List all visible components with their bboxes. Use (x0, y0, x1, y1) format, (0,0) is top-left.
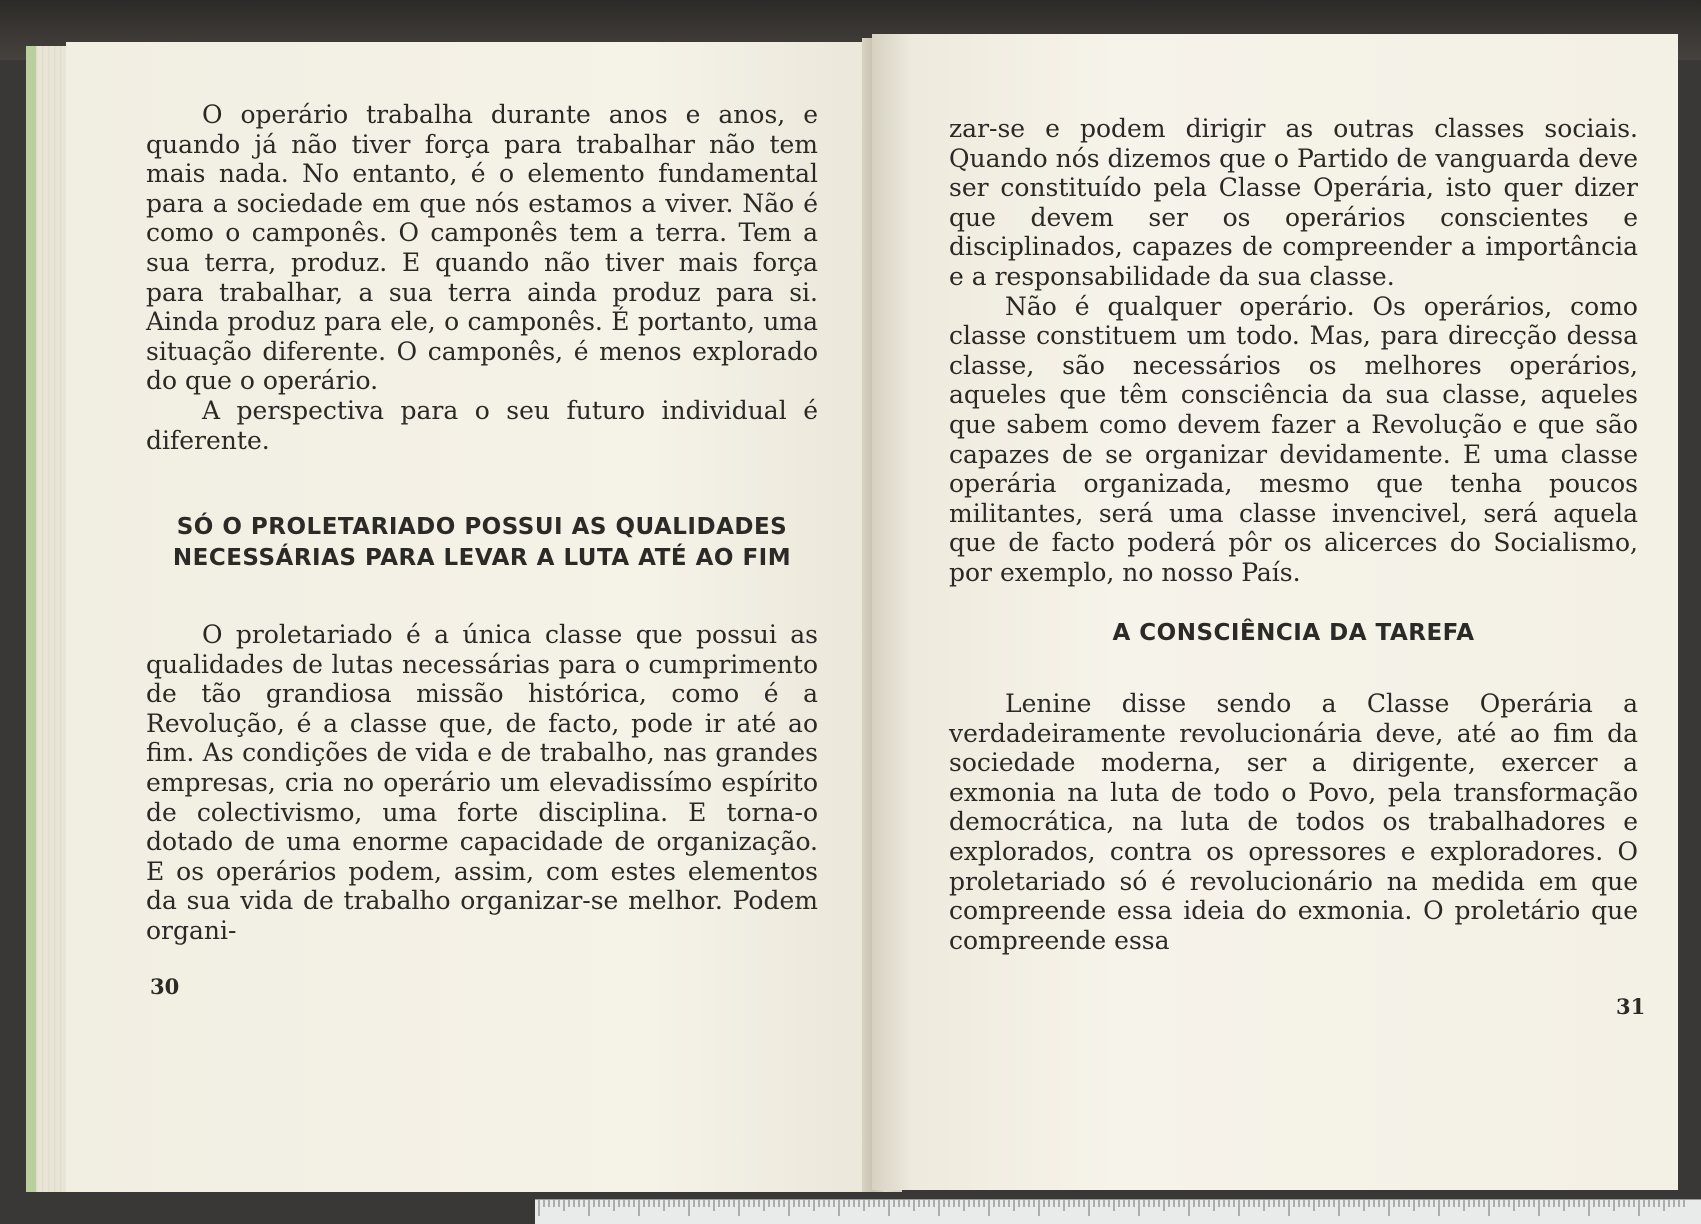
page-number-left: 30 (150, 974, 180, 999)
page-number-right: 31 (1616, 994, 1646, 1019)
left-paragraph-3: O proletariado é a única classe que possui as qualidades de lutas necessárias para o cumprimento de tão grandiosa missão histórica, como é a Revolução, é a classe que, de facto, pode ir até ao fim. As condições de vida e de trabalho, nas grandes empresas, cria no operário um elevadissímo espírito de colectivismo, uma forte disciplina. E torna-o dotado de uma enorme capacidade de organização. E os operários podem, assim, com estes elementos da sua vida de trabalho organizar-se melhor. Podem organi- (146, 620, 818, 945)
left-paragraph-1: O operário trabalha durante anos e anos, e quando já não tiver força para trabalhar não tem mais nada. No entanto, é o elemento fundamental para a sociedade em que nós estamos a viver. Não é como o camponês. O camponês tem a terra. Tem a sua terra, produz. E quando não tiver mais força para trabalhar, a sua terra ainda produz para si. Ainda produz para ele, o camponês. É portanto, uma situação diferente. O camponês, é menos explorado do que o operário. (146, 100, 818, 396)
left-paragraph-2: A perspectiva para o seu futuro individual é diferente. (146, 395, 818, 455)
right-paragraph-3: Lenine disse sendo a Classe Operária a verdadeiramente revolucionária deve, até ao fim da sociedade moderna, ser a dirigente, exercer a exmonia na luta de todo o Povo, pela transformação democrática, na luta de todos os trabalhadores e explorados, contra os opressores e exploradores. O proletariado só é revolucionário na medida em que compreende essa ideia do exmonia. O proletário que compreende essa (949, 689, 1638, 955)
left-page (66, 42, 902, 1192)
ruler-ticks (535, 1200, 1701, 1224)
cover-edge (26, 46, 36, 1192)
open-book (26, 24, 1678, 1192)
left-body-text-2 (146, 620, 818, 946)
right-paragraph-1: zar-se e podem dirigir as outras classes sociais. Quando nós dizemos que o Partido de vanguarda deve ser constituído pela Classe Operária, isto quer dizer que devem ser os operários conscientes e disciplinados, capazes de compreender a importância e a responsabilidade da sua classe. (949, 114, 1638, 291)
measuring-ruler (535, 1199, 1701, 1224)
right-paragraph-2: Não é qualquer operário. Os operários, como classe constituem um todo. Mas, para direcção dessa classe, são necessários os melhores operários, aqueles que têm consciência da sua classe, aqueles que sabem como devem fazer a Revolução e que são capazes de se organizar devidamente. E uma classe operária organizada, mesmo que tenha poucos militantes, será uma classe invencivel, será aquela que de facto poderá pôr os alicerces do Socialismo, por exemplo, no nosso País. (949, 291, 1638, 587)
right-page (872, 34, 1678, 1190)
left-body-text (146, 100, 818, 455)
left-section-heading: SÓ O PROLETARIADO POSSUI AS QUALIDADES NECESSÁRIAS PARA LEVAR A LUTA ATÉ AO FIM (172, 514, 792, 571)
right-body-text-2 (949, 689, 1638, 955)
right-section-heading: A CONSCIÊNCIA DA TAREFA (1112, 620, 1475, 646)
right-body-text (949, 114, 1638, 588)
